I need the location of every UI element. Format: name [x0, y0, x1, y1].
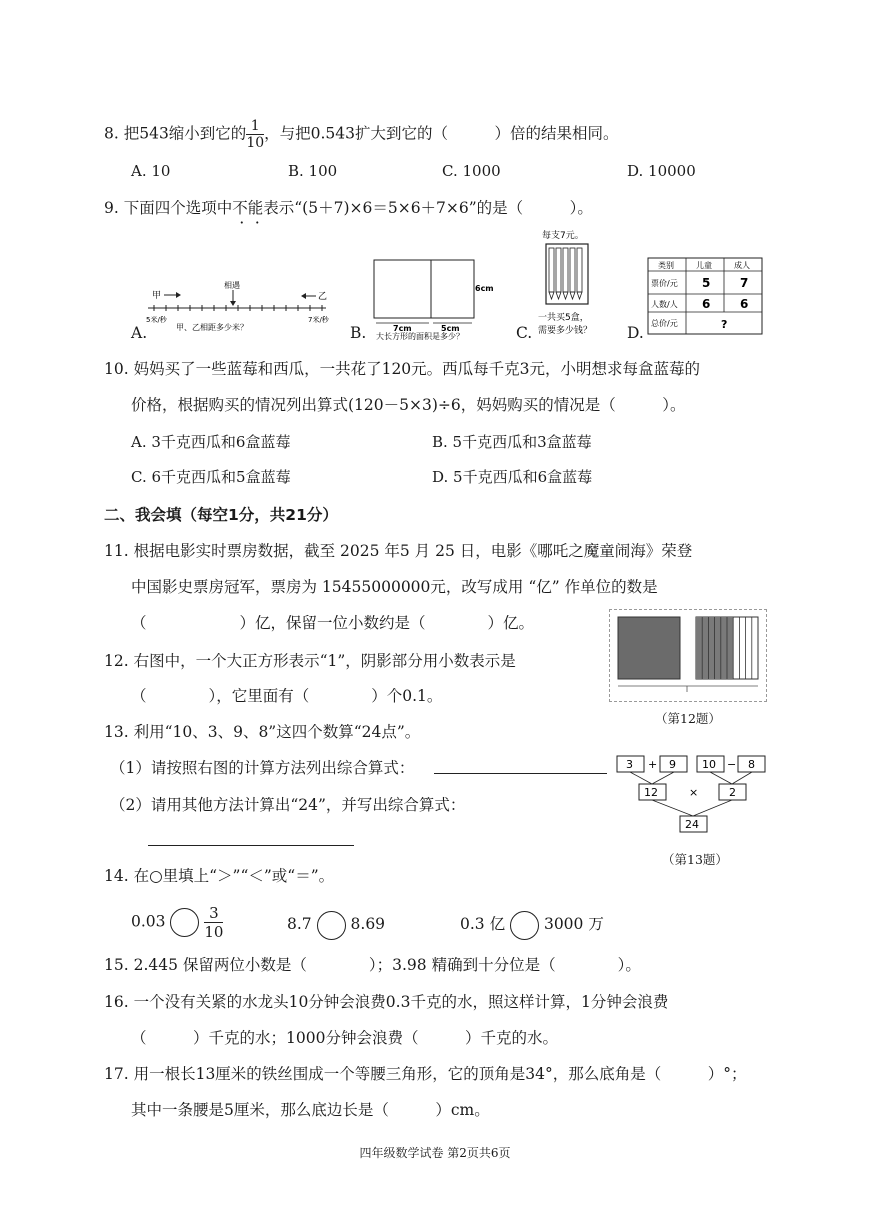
q9-letter-a[interactable]: A. [131, 324, 148, 342]
q11-line3: （ ）亿，保留一位小数约是（ ）亿。 [131, 614, 535, 632]
q17-line2: 其中一条腰是5厘米，那么底边长是（ ）cm。 [131, 1101, 490, 1119]
q8-option-d[interactable]: D. 10000 [627, 162, 696, 180]
tree-result: 24 [685, 818, 699, 831]
table-total-unknown: ? [721, 318, 728, 331]
tree-op1: + [648, 758, 658, 771]
table-row-people-label: 人数/人 [651, 300, 678, 309]
tree-a: 3 [626, 758, 633, 771]
table-header-child: 儿童 [696, 261, 712, 270]
table-child-price: 5 [702, 276, 711, 290]
q9-letter-b[interactable]: B. [350, 324, 367, 342]
q9-figure-a [146, 276, 336, 338]
left-speed: 5米/秒 [146, 316, 167, 324]
pencils [549, 248, 582, 299]
height-label: 6cm [475, 284, 494, 293]
q13-tree [614, 752, 770, 842]
q12-caption: （第12题） [655, 711, 721, 726]
q8-option-b[interactable]: B. 100 [288, 162, 338, 180]
q11-line2: 中国影史票房冠军，票房为 15455000000元，改写成用 “亿” 作单位的数是 [131, 578, 658, 596]
q13-sub2: （2）请用其他方法计算出“24”，并写出综合算式： [110, 796, 466, 814]
q12-line1: 12. 右图中，一个大正方形表示“1”，阴影部分用小数表示是 [104, 652, 516, 670]
q8-fraction: $\frac{1}{10}$ [246, 118, 265, 151]
q14-compare-3: 0.3 亿 3000 万 [460, 909, 604, 940]
width1-label: 7cm [393, 324, 412, 333]
cost-question: 需要多少钱？ [538, 326, 593, 336]
compare-circle-2[interactable] [317, 911, 346, 940]
tree-op3: × [689, 786, 699, 799]
q12-line2: （ ），它里面有（ ）个0.1。 [131, 687, 443, 705]
q8-stem: 8. 把543缩小到它的 $\frac{1}{10}$ ，与把0.543扩大到它的（ ）倍的结果相同。 [104, 118, 619, 151]
q16-line2: （ ）千克的水；1000分钟会浪费（ ）千克的水。 [131, 1029, 558, 1047]
tree-op2: − [727, 758, 737, 771]
table-row-total-label: 总价/元 [651, 319, 678, 328]
q9-stem: 9. 下面四个选项中不能表示“(5＋7)×6＝5×6＋7×6”的是（ ）。 [104, 199, 593, 217]
yi-label: 乙 [318, 292, 328, 302]
q13-sub1: （1）请按照右图的计算方法列出综合算式： [110, 759, 415, 777]
q17-line1: 17. 用一根长13厘米的铁丝围成一个等腰三角形，它的顶角是34°，那么底角是（ ）°； [104, 1065, 747, 1083]
q10-option-d[interactable]: D. 5千克西瓜和6盒蓝莓 [432, 468, 593, 486]
table-header-category: 类别 [658, 261, 674, 270]
table-adult-price: 7 [740, 276, 749, 290]
q12-figure [610, 610, 765, 700]
tree-c: 10 [702, 758, 716, 771]
q9-letter-d[interactable]: D. [627, 324, 644, 342]
q10-line1: 10. 妈妈买了一些蓝莓和西瓜，一共花了120元。西瓜每千克3元，小明想求每盒蓝莓的 [104, 360, 701, 378]
q9-figure-c [530, 226, 600, 342]
q10-option-c[interactable]: C. 6千克西瓜和5盒蓝莓 [131, 468, 291, 486]
q8-option-a[interactable]: A. 10 [131, 162, 171, 180]
full-square [618, 617, 680, 679]
width2-label: 5cm [441, 324, 460, 333]
q14-compare-2: 8.7 8.69 [287, 909, 385, 940]
q10-option-b[interactable]: B. 5千克西瓜和3盒蓝莓 [432, 433, 592, 451]
table-adult-count: 6 [740, 297, 749, 311]
q8-option-c[interactable]: C. 1000 [442, 162, 501, 180]
table-header-adult: 成人 [734, 261, 750, 270]
q13-line1: 13. 利用“10、3、9、8”这四个数算“24点”。 [104, 723, 421, 741]
q9-figure-d [646, 256, 766, 338]
tree-b: 9 [669, 758, 676, 771]
distance-question: 甲、乙相距多少米？ [176, 323, 248, 332]
compare-circle-1[interactable] [170, 908, 199, 937]
q10-option-a[interactable]: A. 3千克西瓜和6盒蓝莓 [131, 433, 291, 451]
q15-line: 15. 2.445 保留两位小数是（ ）；3.98 精确到十分位是（ ）。 [104, 956, 641, 974]
q14-line: 14. 在○里填上“＞”“＜”或“＝”。 [104, 867, 335, 885]
tree-r2: 2 [729, 786, 736, 799]
q16-line1: 16. 一个没有关紧的水龙头10分钟会浪费0.3千克的水，照这样计算，1分钟会浪费 [104, 993, 669, 1011]
q13-caption: （第13题） [662, 852, 728, 867]
q11-line1: 11. 根据电影实时票房数据，截至 2025 年5 月 25 日，电影《哪吒之魔童闹海》荣登 [104, 542, 693, 560]
q9-letter-c[interactable]: C. [516, 324, 533, 342]
jia-label: 甲 [152, 291, 162, 301]
table-child-count: 6 [702, 297, 711, 311]
table-row-price-label: 票价/元 [651, 279, 678, 288]
tree-d: 8 [748, 758, 755, 771]
area-question: 大长方形的面积是多少？ [376, 332, 464, 341]
q9-figure-b [368, 255, 496, 341]
box-count: 一共买5盒， [538, 313, 589, 323]
compare-circle-3[interactable] [510, 911, 539, 940]
price-label: 每支7元。 [542, 231, 584, 241]
q10-line2: 价格，根据购买的情况列出算式(120－5×3)÷6，妈妈购买的情况是（ ）。 [131, 396, 686, 414]
meet-label: 相遇 [224, 281, 240, 290]
q13-answer-line-2[interactable] [148, 845, 354, 846]
page-footer: 四年级数学试卷 第2页共6页 [359, 1146, 511, 1160]
q14-compare-1: 0.03 $\frac{3}{10}$ [131, 904, 224, 941]
q13-answer-line-1[interactable] [434, 773, 607, 774]
tree-r1: 12 [644, 786, 658, 799]
section-2-heading: 二、我会填（每空1分，共21分） [104, 506, 338, 524]
right-speed: 7米/秒 [308, 316, 329, 324]
